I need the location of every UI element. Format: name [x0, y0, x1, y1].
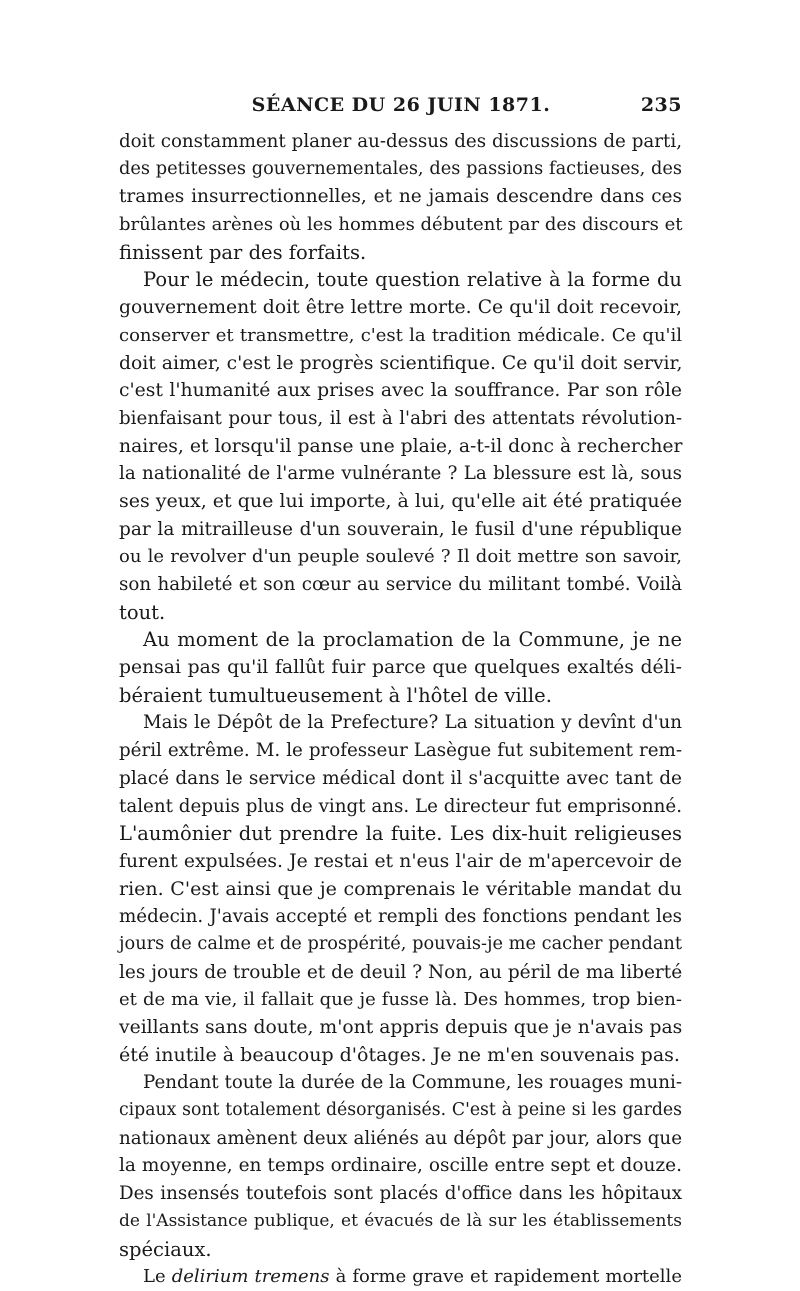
- text-line: doit constamment planer au-dessus des discussions de parti,: [119, 131, 682, 152]
- text-line: et de ma vie, il fallait que je fusse là. Des hommes, trop bien-: [119, 989, 682, 1011]
- text-line: brûlantes arènes où les hommes débutent par des discours et: [119, 214, 683, 236]
- paragraph-start-line: Pour le médecin, toute question relative à la forme du: [143, 268, 682, 292]
- text-line: L'aumônier dut prendre la fuite. Les dix-huit religieuses: [119, 822, 682, 846]
- text-line: des petitesses gouvernementales, des passions factieuses, des: [119, 158, 682, 179]
- paragraph-start-line: Pendant toute la durée de la Commune, les rouages muni-: [143, 1072, 682, 1094]
- text-line: conserver et transmettre, c'est la tradition médicale. Ce qu'il: [119, 324, 682, 346]
- text-line: naires, et lorsqu'il panse une plaie, a-t-il donc à rechercher: [119, 435, 683, 457]
- text-line: la moyenne, en temps ordinaire, oscille entre sept et douze.: [119, 1155, 682, 1177]
- text-line: jours de calme et de prospérité, pouvais-je me cacher pendant: [119, 933, 682, 954]
- running-head: [120, 94, 682, 124]
- text-line: ses yeux, et que lui importe, à lui, qu'elle ait été pratiquée: [119, 489, 683, 512]
- text-line: son habileté et son cœur au service du militant tombé. Voilà: [119, 574, 682, 595]
- text-line: pensai pas qu'il fallût fuir parce que quelques exaltés déli-: [119, 657, 682, 679]
- body-text: [119, 128, 682, 1291]
- text-line: finissent par des forfaits.: [119, 240, 367, 264]
- text-line: tout.: [119, 600, 166, 624]
- text-line: furent expulsées. Je restai et n'eus l'air de m'apercevoir de: [119, 850, 682, 872]
- text-line: été inutile à beaucoup d'ôtages. Je ne m'en souvenais pas.: [119, 1043, 680, 1066]
- paragraph-start-line: [119, 1263, 682, 1291]
- text-fragment: à forme grave et rapidement mortelle: [335, 1266, 682, 1288]
- text-line: gouvernement doit être lettre morte. Ce qu'il doit recevoir,: [119, 297, 682, 319]
- text-line: béraient tumultueusement à l'hôtel de ville.: [119, 683, 552, 707]
- text-line: Des insensés toutefois sont placés d'office dans les hôpitaux: [119, 1183, 682, 1205]
- text-fragment: Le: [143, 1266, 166, 1288]
- running-title: SÉANCE DU 26 JUIN 1871.: [251, 94, 551, 116]
- text-line: les jours de trouble et de deuil ? Non, au péril de ma liberté: [119, 961, 683, 983]
- text-line: talent depuis plus de vingt ans. Le directeur fut emprisonné.: [119, 795, 682, 817]
- page-number: 235: [640, 94, 682, 116]
- paragraph-start-line: Au moment de la proclamation de la Commune, je ne: [143, 628, 682, 652]
- text-line: médecin. J'avais accepté et rempli des fonctions pendant les: [119, 906, 682, 928]
- text-line: placé dans le service médical dont il s'acquitte avec tant de: [119, 767, 682, 789]
- text-line: spéciaux.: [119, 1237, 212, 1261]
- paragraph-start-line: Mais le Dépôt de la Prefecture? La situation y devînt d'un: [143, 712, 682, 734]
- text-line: veillants sans doute, m'ont appris depuis que je n'avais pas: [119, 1017, 683, 1038]
- text-line: c'est l'humanité aux prises avec la souffrance. Par son rôle: [119, 380, 682, 402]
- text-line: la nationalité de l'arme vulnérante ? La blessure est là, sous: [119, 463, 682, 485]
- text-line: cipaux sont totalement désorganisés. C'est à peine si les gardes: [119, 1100, 682, 1121]
- italic-term: delirium tremens: [171, 1266, 330, 1288]
- text-line: nationaux amènent deux aliénés au dépôt par jour, alors que: [119, 1127, 682, 1149]
- text-line: péril extrême. M. le professeur Lasègue fut subitement rem-: [119, 740, 682, 762]
- text-line: ou le revolver d'un peuple soulevé ? Il doit mettre son savoir,: [119, 546, 682, 568]
- text-line: rien. C'est ainsi que je comprenais le véritable mandat du: [119, 877, 682, 900]
- text-line: trames insurrectionnelles, et ne jamais descendre dans ces: [119, 186, 682, 208]
- text-line: de l'Assistance publique, et évacués de là sur les établissements: [119, 1210, 682, 1231]
- text-line: par la mitrailleuse d'un souverain, le fusil d'une république: [119, 518, 682, 540]
- text-line: doit aimer, c'est le progrès scientifique. Ce qu'il doit servir,: [119, 352, 683, 374]
- text-line: bienfaisant pour tous, il est à l'abri des attentats révolution-: [119, 407, 682, 429]
